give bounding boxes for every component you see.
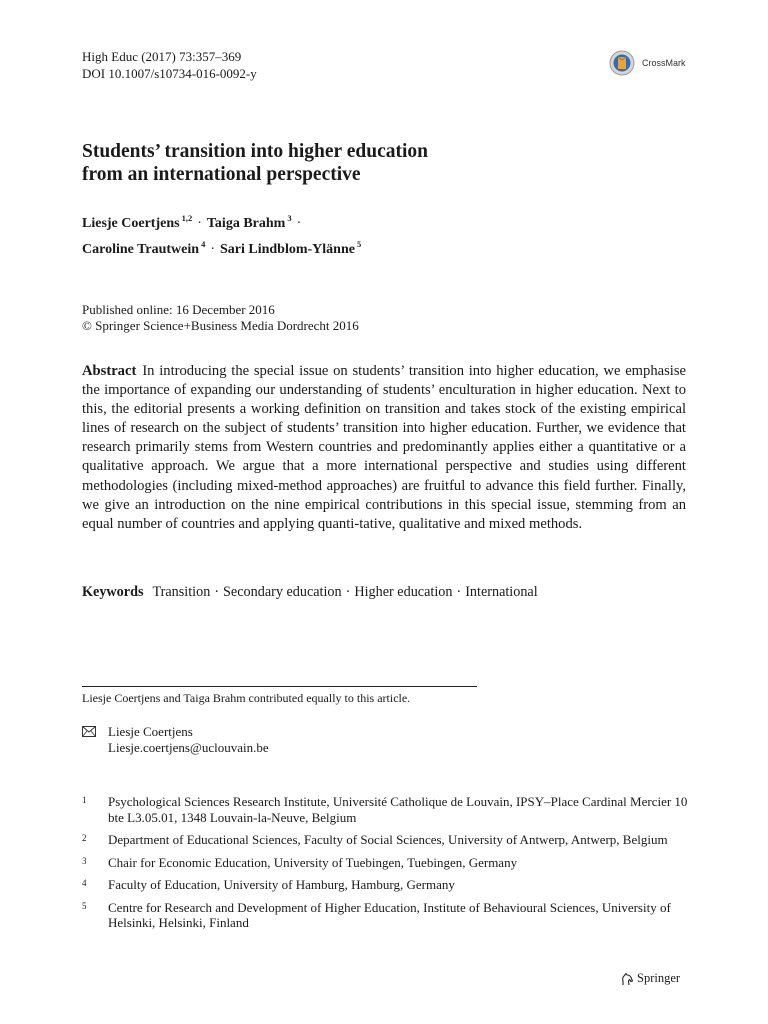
affiliation-text: Chair for Economic Education, University of Tuebingen, Tuebingen, Germany [108,854,518,870]
affiliation-number: 3 [82,855,87,866]
keyword-separator: · [345,584,351,600]
copyright-notice: © Springer Science+Business Media Dordrecht 2016 [82,318,359,333]
author-affiliation-ref: 5 [356,239,362,249]
correspondence-email[interactable]: Liesje.coertjens@uclouvain.be [108,740,269,755]
affiliation-number: 4 [82,878,87,888]
affiliation-text: Department of Educational Sciences, Faculty of Social Sciences, University of Antwerp, Antwerp, Belgium [108,832,668,847]
author-separator: · [210,242,215,257]
article-title [82,140,642,186]
keyword: International [465,584,538,600]
crossmark-icon [609,50,639,76]
publisher-logo [620,971,680,986]
keyword-separator: · [456,584,462,600]
affiliation-text: Centre for Research and Development of Higher Education, Institute of Behavioural Sciences, University of Helsinki, Helsinki, Finland [108,899,671,930]
contribution-note: Liesje Coertjens and Taiga Brahm contributed equally to this article. [82,691,411,705]
author-affiliation-ref: 1,2 [181,213,193,223]
title-line-2: from an international perspective [82,164,361,185]
affiliation-item [82,900,688,931]
keyword: Transition [152,584,211,600]
springer-horse-icon [620,972,634,986]
keyword-separator: · [214,584,220,600]
author-name[interactable]: Sari Lindblom-Ylänne [219,242,355,257]
affiliation-item [82,794,688,825]
author-line-1 [82,208,642,234]
affiliation-number: 5 [82,900,87,911]
abstract-label: Abstract [82,363,137,379]
abstract [82,362,686,534]
keywords-label: Keywords [82,584,144,600]
abstract-text: In introducing the special issue on students’ transition into higher education, we emphasise the importance of expanding our understanding of students’ enculturation in higher education. Next to this, the editorial presents a working definition on transition and takes stock of the existing empirical lines of research on the subject of students’ transition into higher education. Further, we evidence that research primarily stems from Western countries and predominantly applies either a quantitative or a qualitative approach. We argue that a more international perspective and studies using different methodologies (including mixed-method approaches) are fruitful to advance this field further. Finally, we give an introduction on the nine empirical contributions in this special issue, stemming from an equal number of countries and applying quanti-tative, qualitative and mixed methods. [82,363,686,532]
author-name[interactable]: Caroline Trautwein [82,242,200,257]
envelope-icon [82,726,96,737]
publication-info [82,302,359,334]
affiliation-text: Faculty of Education, University of Hamburg, Hamburg, Germany [108,877,455,892]
affiliation-item [82,832,688,848]
author-affiliation-ref: 3 [287,213,292,223]
journal-header [82,48,257,82]
title-line-1: Students’ transition into higher education [82,141,428,162]
keyword: Higher education [354,584,453,600]
publisher-name: Springer [637,971,681,985]
keyword: Secondary education [223,584,342,600]
affiliation-number: 2 [82,833,87,843]
affiliation-item [82,877,688,893]
correspondence [108,724,269,756]
author-affiliation-ref: 4 [201,239,206,249]
journal-doi[interactable]: DOI 10.1007/s10734-016-0092-y [82,66,257,81]
author-name[interactable]: Liesje Coertjens [82,216,180,231]
crossmark-label: CrossMark [642,58,686,68]
author-separator: · [197,216,202,231]
footnote-divider [82,686,477,687]
affiliation-item [82,855,688,871]
affiliation-number: 1 [82,795,87,805]
crossmark-badge[interactable] [609,50,686,76]
keywords [82,583,538,601]
correspondence-name: Liesje Coertjens [108,724,193,739]
published-online: Published online: 16 December 2016 [82,302,275,317]
author-list [82,208,642,260]
author-line-2 [82,234,642,260]
affiliation-text: Psychological Sciences Research Institute, Université Catholique de Louvain, IPSY–Place Cardinal Mercier 10 bte L3.05.01, 1348 Louvain-la-Neuve, Belgium [108,794,688,825]
journal-citation: High Educ (2017) 73:357–369 [82,49,242,64]
author-name[interactable]: Taiga Brahm [206,216,286,231]
affiliation-list [82,794,688,938]
author-separator: · [296,216,302,231]
